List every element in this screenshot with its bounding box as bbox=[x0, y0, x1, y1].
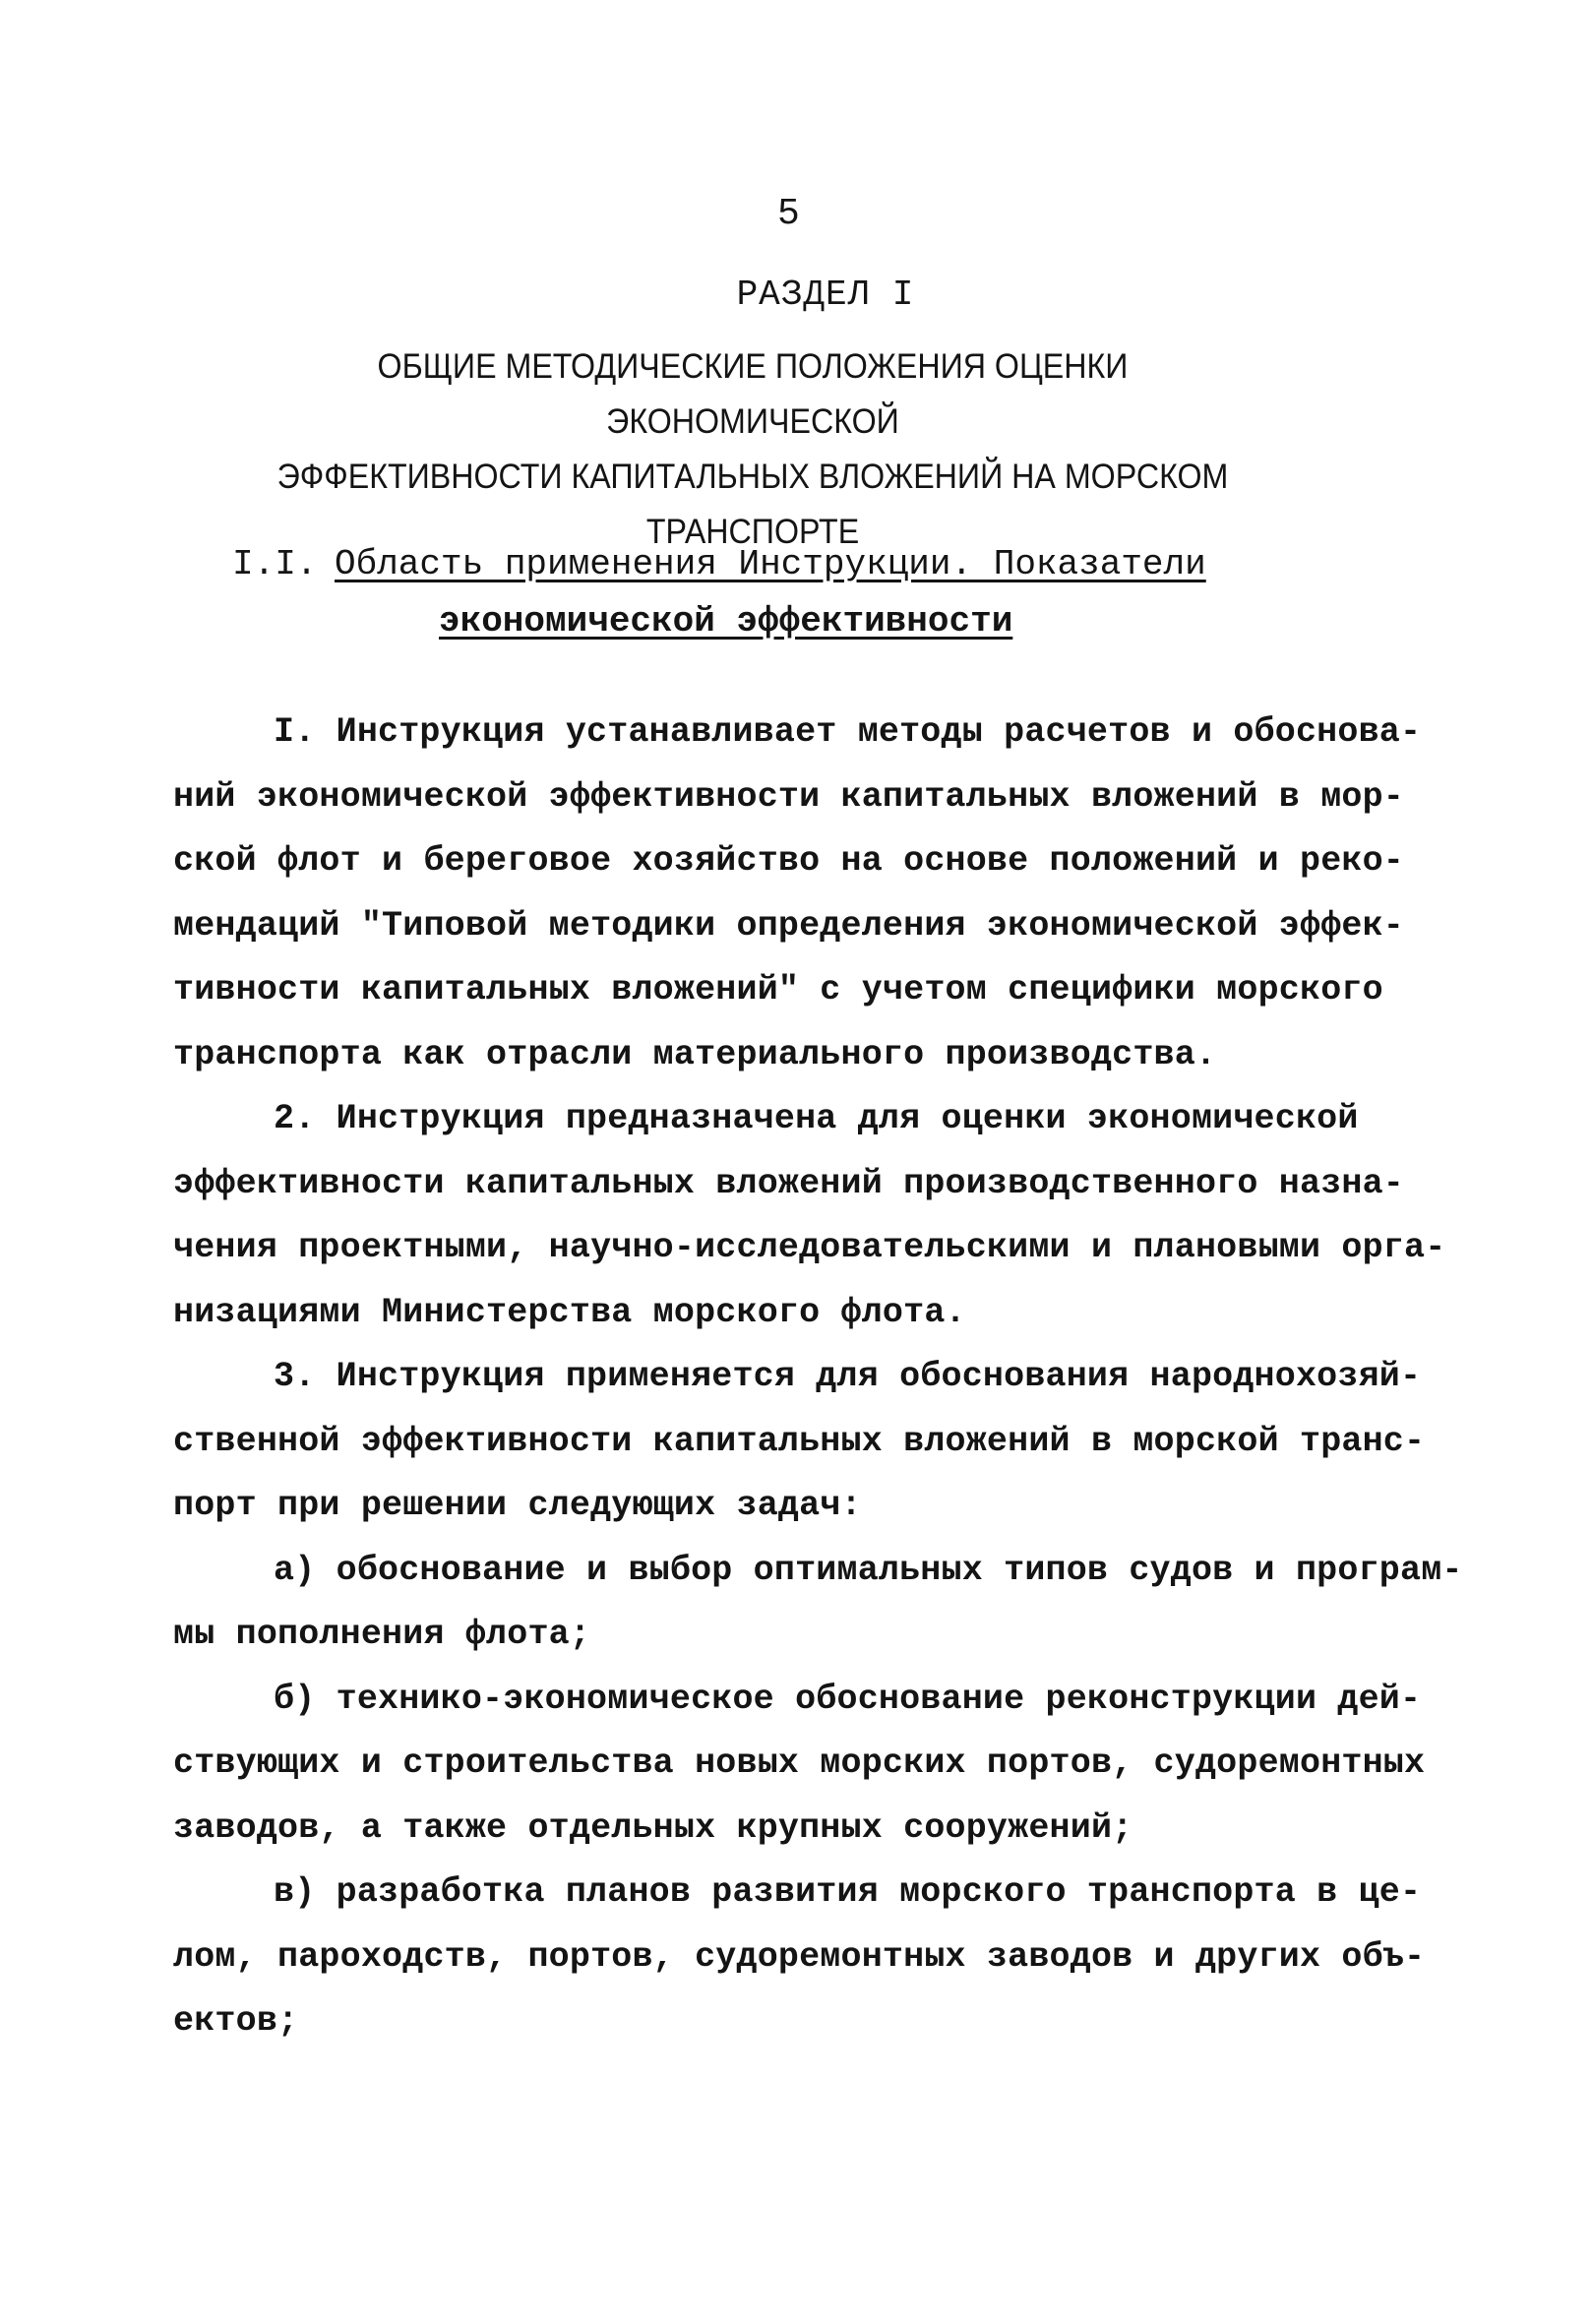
subsection-title-line-1: Область применения Инструкции. Показатели bbox=[335, 544, 1206, 584]
text-line: в) разработка планов развития морского транспорта в це- bbox=[274, 1872, 1422, 1912]
text-line: 3. Инструкция применяется для обоснования народнохозяй- bbox=[274, 1357, 1422, 1396]
section-subtitle-line: ТРАНСПОРТЕ bbox=[645, 513, 860, 551]
list-item-c bbox=[173, 1861, 1442, 2054]
text-line: 2. Инструкция предназначена для оценки экономической bbox=[274, 1099, 1359, 1138]
paragraph-2 bbox=[173, 1087, 1446, 1345]
list-item-a bbox=[173, 1539, 1463, 1668]
text-line: мендаций "Типовой методики определения экономической эффек- bbox=[173, 905, 1405, 946]
subsection-number: I.I. bbox=[232, 544, 318, 584]
subsection-heading bbox=[232, 536, 1216, 650]
paragraph-1 bbox=[173, 701, 1442, 1087]
text-line: тивности капитальных вложений" с учетом специфики морского bbox=[173, 970, 1383, 1009]
text-line: I. Инструкция устанавливает методы расчетов и обоснова- bbox=[274, 712, 1422, 752]
subsection-title-line-2: экономической эффективности bbox=[439, 601, 1013, 642]
text-line: низациями Министерства морского флота. bbox=[173, 1292, 966, 1332]
section-subtitle bbox=[241, 339, 1264, 560]
text-line: ектов; bbox=[173, 2001, 299, 2041]
text-line: чения проектными, научно-исследовательскими и плановыми орга- bbox=[173, 1228, 1446, 1267]
text-line: ственной эффективности капитальных вложений в морской транс- bbox=[173, 1421, 1426, 1461]
text-line: мы пополнения флота; bbox=[173, 1615, 591, 1654]
list-item-b bbox=[173, 1668, 1442, 1862]
text-line: ской флот и береговое хозяйство на основе положений и реко- bbox=[173, 841, 1405, 881]
text-line: ствующих и строительства новых морских портов, судоремонтных bbox=[173, 1743, 1426, 1783]
text-line: ний экономической эффективности капитальных вложений в мор- bbox=[173, 776, 1405, 817]
text-line: порт при решении следующих задач: bbox=[173, 1486, 862, 1525]
text-line: б) технико-экономическое обоснование реконструкции дей- bbox=[274, 1679, 1422, 1719]
text-line: транспорта как отрасли материального производства. bbox=[173, 1034, 1217, 1074]
paragraph-3 bbox=[173, 1345, 1442, 1539]
section-title: РАЗДЕЛ I bbox=[736, 275, 915, 315]
section-subtitle-line: ЭФФЕКТИВНОСТИ КАПИТАЛЬНЫХ ВЛОЖЕНИЙ НА МОРСКОМ bbox=[276, 458, 1229, 496]
section-subtitle-line: ОБЩИЕ МЕТОДИЧЕСКИЕ ПОЛОЖЕНИЯ ОЦЕНКИ ЭКОНОМИЧЕСКОЙ bbox=[377, 347, 1129, 441]
text-line: а) обоснование и выбор оптимальных типов судов и програм- bbox=[274, 1550, 1463, 1590]
text-line: заводов, а также отдельных крупных сооружений; bbox=[173, 1807, 1133, 1848]
text-line: лом, пароходств, портов, судоремонтных заводов и других объ- bbox=[173, 1936, 1426, 1977]
text-line: эффективности капитальных вложений производственного назна- bbox=[173, 1163, 1405, 1203]
page-number: 5 bbox=[777, 193, 800, 235]
body-text bbox=[173, 701, 1463, 2054]
